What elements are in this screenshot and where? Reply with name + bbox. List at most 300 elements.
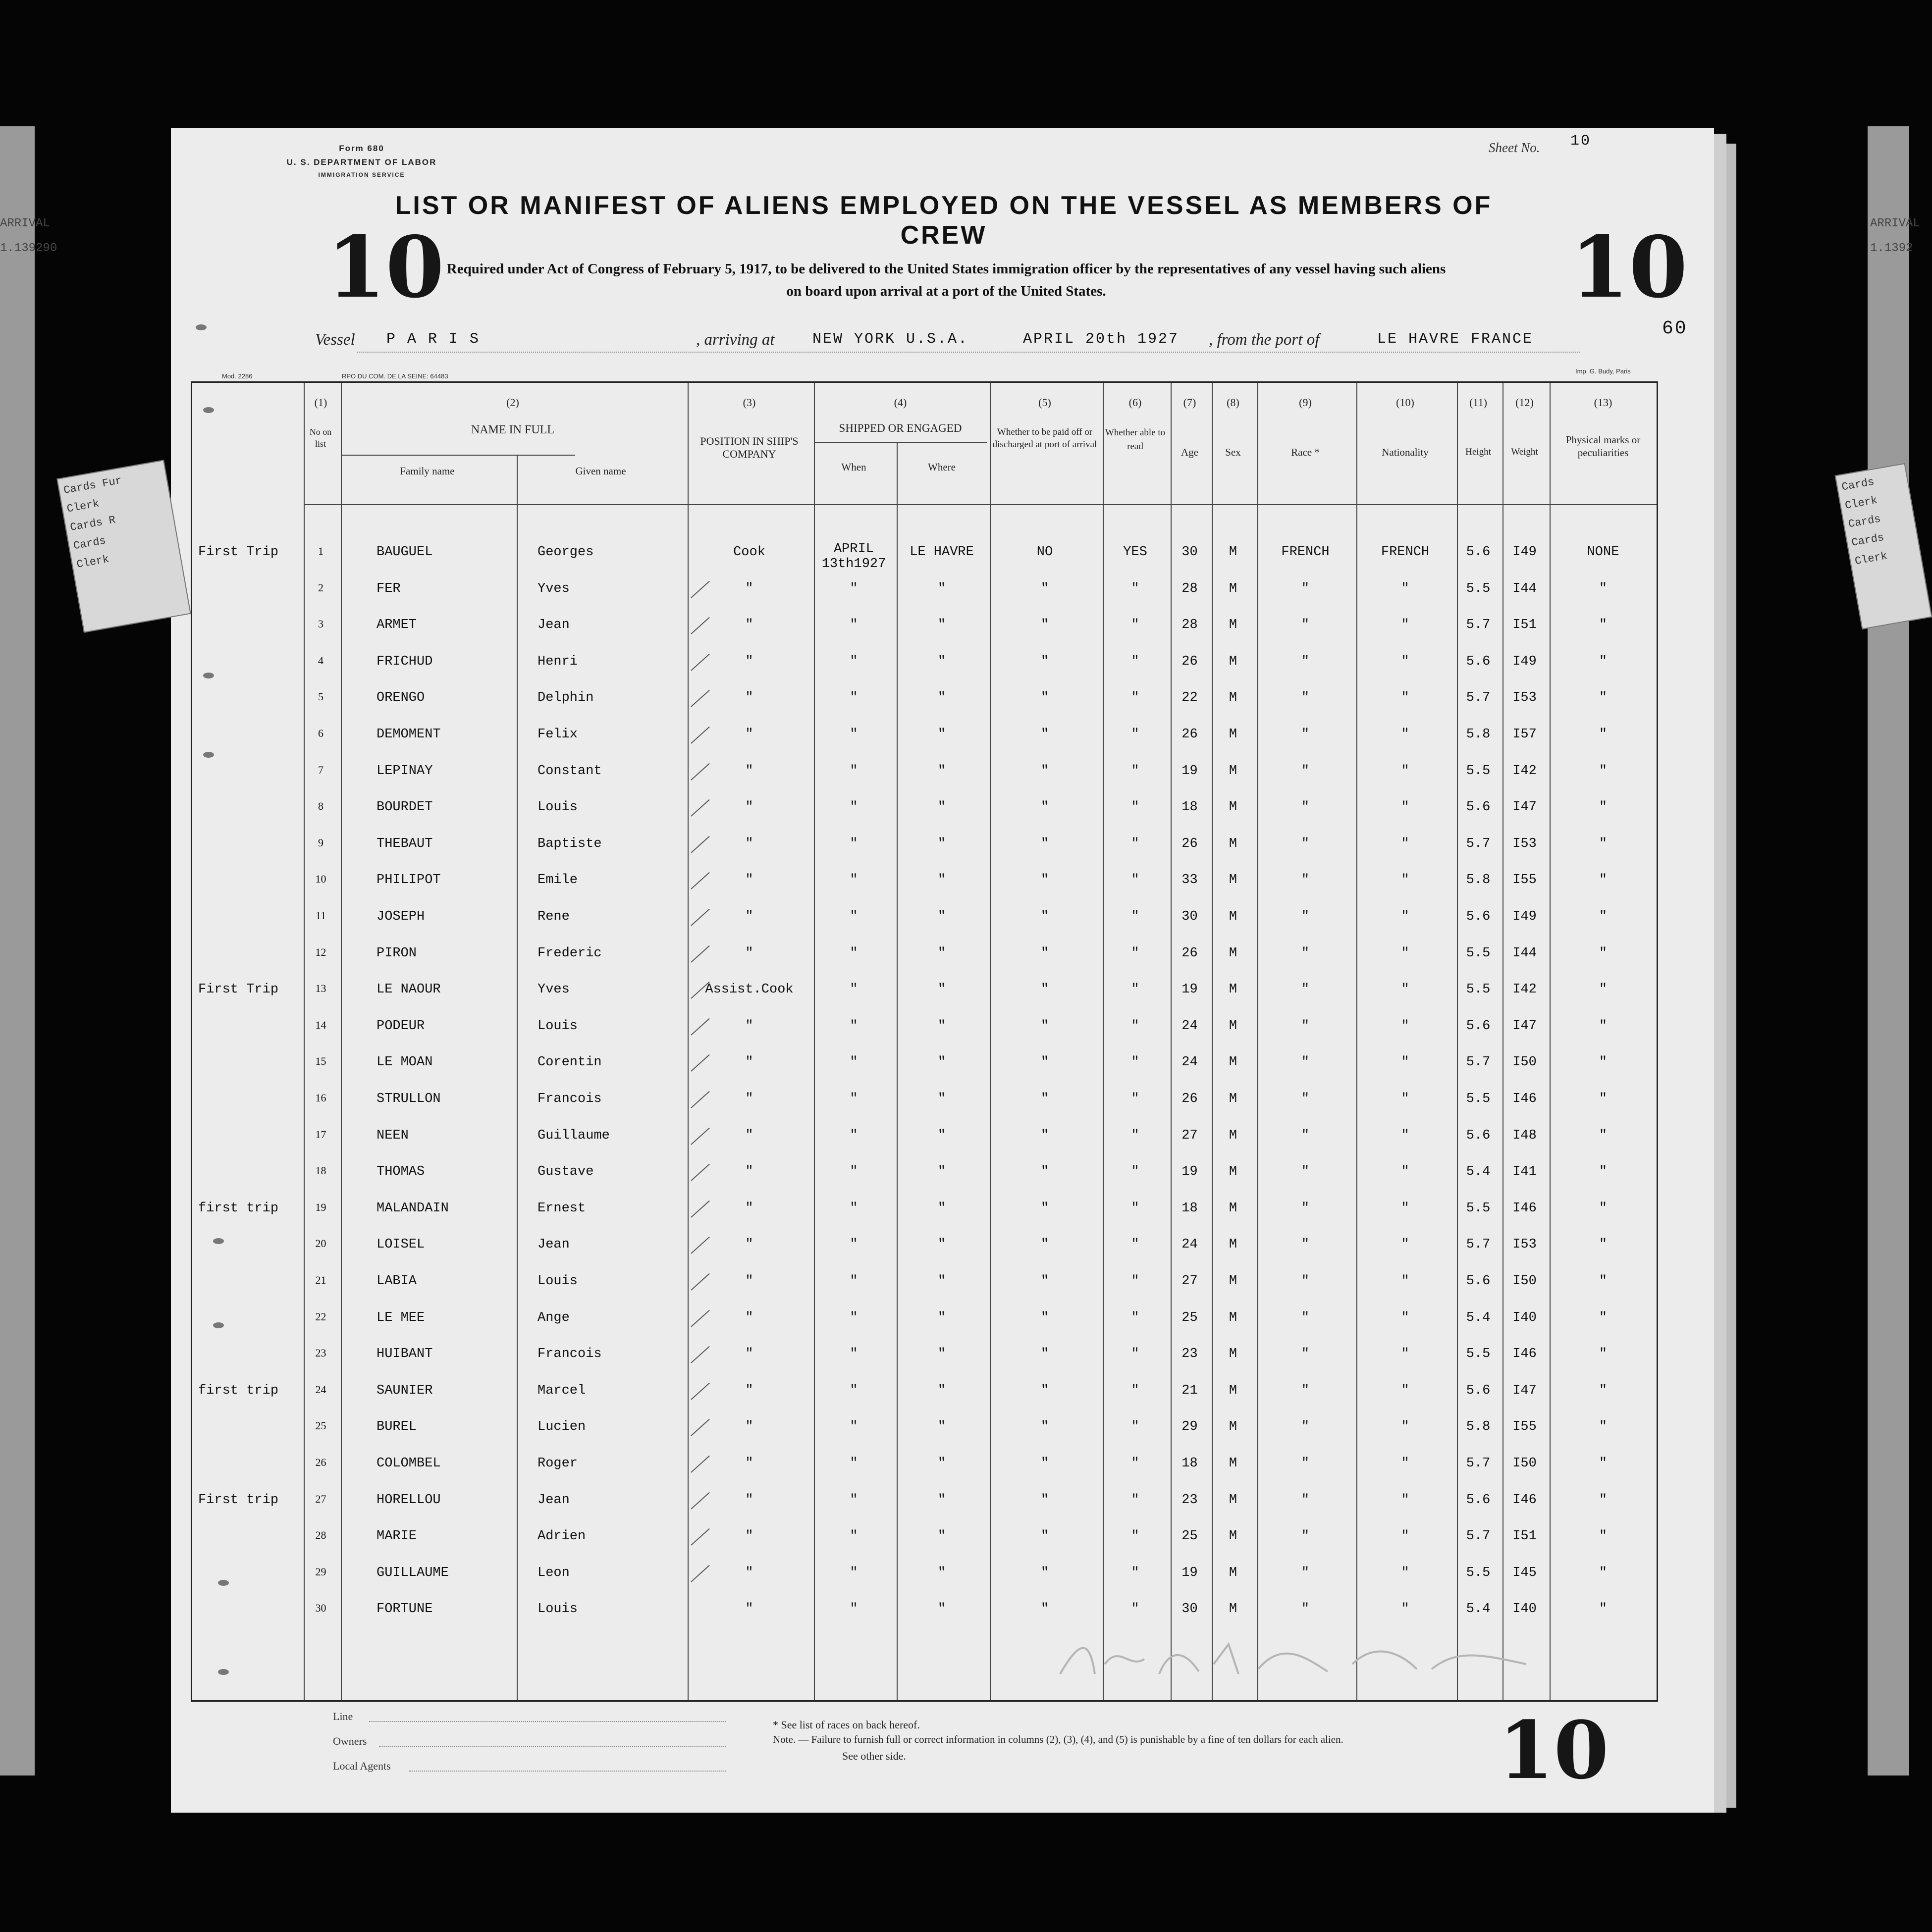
cell-race: " bbox=[1301, 945, 1310, 961]
cell-paid: " bbox=[1040, 945, 1049, 961]
cell-position: " bbox=[745, 1237, 753, 1253]
cell-race: " bbox=[1301, 1529, 1310, 1544]
cell-paid: " bbox=[1040, 982, 1049, 997]
position-header: POSITION IN SHIP'S COMPANY bbox=[700, 435, 799, 460]
cell-weight: I53 bbox=[1512, 1237, 1537, 1253]
cell-paid: " bbox=[1040, 1492, 1049, 1508]
cell-family: COLOMBEL bbox=[376, 1456, 441, 1471]
cell-when: " bbox=[850, 1492, 858, 1508]
cell-family: NEEN bbox=[376, 1128, 409, 1143]
cell-when: " bbox=[850, 1565, 858, 1580]
cell-age: 23 bbox=[1181, 1347, 1198, 1362]
cell-nationality: " bbox=[1401, 581, 1409, 596]
cell-paid: " bbox=[1040, 1383, 1049, 1398]
cell-nationality: " bbox=[1401, 618, 1409, 633]
cell-note: First Trip bbox=[198, 545, 279, 560]
arrival-port: NEW YORK U.S.A. bbox=[812, 331, 969, 348]
cell-no: 26 bbox=[315, 1456, 326, 1468]
column-number-3: (3) bbox=[743, 396, 756, 409]
cell-note: first trip bbox=[198, 1201, 279, 1216]
cell-height: 5.6 bbox=[1466, 1274, 1491, 1289]
cell-where: " bbox=[937, 1492, 946, 1508]
sheet-number: 10 bbox=[1570, 133, 1592, 150]
cell-nationality: " bbox=[1401, 763, 1409, 779]
cell-sex: M bbox=[1229, 873, 1237, 888]
cell-paid: " bbox=[1040, 690, 1049, 706]
cell-race: " bbox=[1301, 1018, 1310, 1034]
cell-weight: I42 bbox=[1512, 982, 1537, 997]
cell-position: " bbox=[745, 1456, 753, 1471]
cell-read: " bbox=[1131, 1128, 1139, 1143]
form-number: Form 680 bbox=[339, 144, 384, 153]
cell-family: THEBAUT bbox=[376, 836, 433, 851]
cell-no: 23 bbox=[315, 1347, 326, 1359]
cell-read: " bbox=[1131, 1347, 1139, 1362]
cell-no: 24 bbox=[315, 1383, 326, 1396]
cell-given: Louis bbox=[537, 800, 578, 815]
cell-marks: " bbox=[1599, 1383, 1608, 1398]
cell-position: Assist.Cook bbox=[705, 982, 794, 997]
cell-height: 5.5 bbox=[1466, 945, 1491, 961]
card-line: Cards bbox=[1850, 531, 1885, 549]
card-line: Clerk bbox=[75, 553, 110, 571]
cell-nationality: " bbox=[1401, 1347, 1409, 1362]
cell-nationality: " bbox=[1401, 836, 1409, 851]
column-number-7: (7) bbox=[1183, 396, 1196, 409]
cell-sex: M bbox=[1229, 800, 1237, 815]
cell-read: " bbox=[1131, 1419, 1139, 1435]
cell-given: Jean bbox=[537, 1237, 570, 1253]
cell-no: 9 bbox=[318, 836, 323, 849]
cell-when: " bbox=[850, 1529, 858, 1544]
cell-no: 6 bbox=[318, 727, 323, 739]
cell-age: 30 bbox=[1181, 1602, 1198, 1617]
cell-weight: I48 bbox=[1512, 1128, 1537, 1143]
column-number-13: (13) bbox=[1594, 396, 1612, 409]
cell-paid: " bbox=[1040, 1565, 1049, 1580]
cell-position: " bbox=[745, 1529, 753, 1544]
cell-paid: " bbox=[1040, 1602, 1049, 1617]
cell-given: Emile bbox=[537, 873, 578, 888]
cell-sex: M bbox=[1229, 690, 1237, 706]
cell-height: 5.6 bbox=[1466, 800, 1491, 815]
cell-height: 5.4 bbox=[1466, 1310, 1491, 1325]
cell-family: MARIE bbox=[376, 1529, 417, 1544]
cell-age: 19 bbox=[1181, 1164, 1198, 1180]
cell-no: 3 bbox=[318, 618, 323, 630]
sex-header: Sex bbox=[1225, 446, 1241, 458]
punch-hole bbox=[213, 1238, 224, 1244]
cell-family: PODEUR bbox=[376, 1018, 425, 1034]
column-number-9: (9) bbox=[1299, 396, 1312, 409]
cell-given: Gustave bbox=[537, 1164, 594, 1180]
cell-given: Georges bbox=[537, 545, 594, 560]
cell-height: 5.6 bbox=[1466, 1128, 1491, 1143]
cell-where: " bbox=[937, 836, 946, 851]
cell-position: " bbox=[745, 1164, 753, 1180]
cell-given: Corentin bbox=[537, 1055, 602, 1070]
cell-age: 23 bbox=[1181, 1492, 1198, 1508]
cell-marks: " bbox=[1599, 1164, 1608, 1180]
cell-position: " bbox=[745, 1347, 753, 1362]
cell-where: " bbox=[937, 1565, 946, 1580]
shipped-subheader-rule bbox=[814, 442, 987, 443]
cell-height: 5.4 bbox=[1466, 1602, 1491, 1617]
cell-when: " bbox=[850, 1383, 858, 1398]
cell-weight: I47 bbox=[1512, 1018, 1537, 1034]
cell-height: 5.5 bbox=[1466, 1565, 1491, 1580]
punch-hole bbox=[213, 1322, 224, 1328]
cell-marks: " bbox=[1599, 1055, 1608, 1070]
nationality-header: Nationality bbox=[1382, 446, 1429, 458]
right-arrival-number: 1.1392 bbox=[1870, 242, 1913, 255]
cell-weight: I46 bbox=[1512, 1092, 1537, 1106]
cell-read: " bbox=[1131, 1492, 1139, 1508]
cell-read: " bbox=[1131, 1092, 1139, 1106]
cell-race: " bbox=[1301, 1055, 1310, 1070]
required-line-2: on board upon arrival at a port of the United States. bbox=[786, 283, 1106, 299]
able-read-header: Whether able to read bbox=[1105, 427, 1166, 452]
cell-when: " bbox=[850, 873, 858, 888]
cell-paid: " bbox=[1040, 727, 1049, 742]
cell-family: HUIBANT bbox=[376, 1347, 433, 1362]
cell-race: " bbox=[1301, 581, 1310, 596]
corner-number: 60 bbox=[1662, 318, 1688, 339]
cell-when: " bbox=[850, 1274, 858, 1289]
cell-weight: I49 bbox=[1512, 545, 1537, 560]
cell-position: " bbox=[745, 945, 753, 961]
cell-no: 10 bbox=[315, 873, 326, 886]
cell-age: 18 bbox=[1181, 1201, 1198, 1216]
cell-where: " bbox=[937, 1055, 946, 1070]
cell-race: " bbox=[1301, 1128, 1310, 1143]
cell-position: " bbox=[745, 618, 753, 633]
cell-position: " bbox=[745, 654, 753, 669]
cell-given: Yves bbox=[537, 982, 570, 997]
cell-marks: " bbox=[1599, 1092, 1608, 1106]
cell-race: " bbox=[1301, 1565, 1310, 1580]
cell-given: Guillaume bbox=[537, 1128, 610, 1143]
cell-age: 22 bbox=[1181, 690, 1198, 706]
cell-height: 5.8 bbox=[1466, 727, 1491, 742]
column-number-8: (8) bbox=[1227, 396, 1239, 409]
cell-marks: " bbox=[1599, 945, 1608, 961]
column-rule bbox=[341, 383, 342, 1700]
cell-paid: " bbox=[1040, 1201, 1049, 1216]
vessel-label: Vessel bbox=[315, 331, 355, 349]
cell-sex: M bbox=[1229, 581, 1237, 596]
card-line: Cards R bbox=[69, 514, 117, 534]
cell-nationality: " bbox=[1401, 1164, 1409, 1180]
cell-race: " bbox=[1301, 873, 1310, 888]
column-number-5: (5) bbox=[1038, 396, 1051, 409]
cell-nationality: " bbox=[1401, 1237, 1409, 1253]
card-line: Clerk bbox=[1854, 550, 1888, 568]
cell-age: 24 bbox=[1181, 1018, 1198, 1034]
cell-given: Roger bbox=[537, 1456, 578, 1471]
cell-race: " bbox=[1301, 1419, 1310, 1435]
cell-race: " bbox=[1301, 1492, 1310, 1508]
cell-read: " bbox=[1131, 873, 1139, 888]
cell-height: 5.6 bbox=[1466, 1018, 1491, 1034]
cell-given: Leon bbox=[537, 1565, 570, 1580]
cell-given: Rene bbox=[537, 909, 570, 924]
cell-nationality: " bbox=[1401, 1310, 1409, 1325]
cell-weight: I50 bbox=[1512, 1274, 1537, 1289]
cell-weight: I47 bbox=[1512, 800, 1537, 815]
no-on-list-header: No on list bbox=[309, 427, 332, 449]
cell-height: 5.7 bbox=[1466, 836, 1491, 851]
name-in-full-header: NAME IN FULL bbox=[471, 423, 554, 436]
cell-sex: M bbox=[1229, 1164, 1237, 1180]
cell-position: " bbox=[745, 727, 753, 742]
cell-no: 20 bbox=[315, 1237, 326, 1250]
vessel-name: P A R I S bbox=[386, 331, 481, 348]
cell-position: Cook bbox=[733, 545, 765, 560]
cell-nationality: " bbox=[1401, 873, 1409, 888]
cell-marks: " bbox=[1599, 1347, 1608, 1362]
cell-height: 5.6 bbox=[1466, 1492, 1491, 1508]
cell-given: Baptiste bbox=[537, 836, 602, 851]
cell-height: 5.8 bbox=[1466, 873, 1491, 888]
line-label: Line bbox=[333, 1710, 353, 1723]
right-side-card bbox=[1835, 463, 1932, 629]
cell-where: " bbox=[937, 1419, 946, 1435]
cell-paid: " bbox=[1040, 654, 1049, 669]
card-line: Cards bbox=[1847, 513, 1882, 531]
cell-age: 24 bbox=[1181, 1055, 1198, 1070]
race-header: Race * bbox=[1291, 446, 1320, 458]
cell-when: " bbox=[850, 1164, 858, 1180]
cell-read: " bbox=[1131, 763, 1139, 779]
cell-age: 19 bbox=[1181, 982, 1198, 997]
cell-sex: M bbox=[1229, 1092, 1237, 1106]
cell-no: 19 bbox=[315, 1201, 326, 1213]
footer-stamp-number: 10 bbox=[1499, 1704, 1609, 1797]
cell-given: Louis bbox=[537, 1274, 578, 1289]
cell-paid: " bbox=[1040, 1310, 1049, 1325]
cell-sex: M bbox=[1229, 1602, 1237, 1617]
cell-family: BOURDET bbox=[376, 800, 433, 815]
cell-paid: NO bbox=[1036, 545, 1053, 560]
cell-paid: " bbox=[1040, 581, 1049, 596]
given-name-header: Given name bbox=[575, 465, 626, 477]
cell-read: " bbox=[1131, 1383, 1139, 1398]
left-arrival-label: ARRIVAL bbox=[0, 217, 50, 230]
cell-family: GUILLAUME bbox=[376, 1565, 449, 1580]
cell-read: " bbox=[1131, 1602, 1139, 1617]
cell-where: " bbox=[937, 1310, 946, 1325]
cell-marks: " bbox=[1599, 909, 1608, 924]
cell-no: 1 bbox=[318, 545, 323, 557]
cell-weight: I51 bbox=[1512, 1529, 1537, 1544]
cell-race: " bbox=[1301, 1383, 1310, 1398]
cell-no: 14 bbox=[315, 1018, 326, 1031]
cell-given: Francois bbox=[537, 1092, 602, 1106]
cell-paid: " bbox=[1040, 1419, 1049, 1435]
cell-position: " bbox=[745, 873, 753, 888]
cell-sex: M bbox=[1229, 1492, 1237, 1508]
cell-race: " bbox=[1301, 1456, 1310, 1471]
column-number-6: (6) bbox=[1128, 396, 1142, 409]
cell-paid: " bbox=[1040, 1237, 1049, 1253]
cell-when: " bbox=[850, 982, 858, 997]
cell-family: LOISEL bbox=[376, 1237, 425, 1253]
cell-position: " bbox=[745, 836, 753, 851]
cell-when: " bbox=[850, 1456, 858, 1471]
cell-when: " bbox=[850, 618, 858, 633]
cell-nationality: " bbox=[1401, 1419, 1409, 1435]
cell-no: 13 bbox=[315, 982, 326, 995]
cell-family: STRULLON bbox=[376, 1092, 441, 1106]
cell-marks: NONE bbox=[1587, 545, 1619, 560]
cell-position: " bbox=[745, 690, 753, 706]
cell-where: " bbox=[937, 690, 946, 706]
vessel-underline bbox=[357, 352, 1580, 353]
cell-weight: I41 bbox=[1512, 1164, 1537, 1180]
cell-paid: " bbox=[1040, 618, 1049, 633]
cell-nationality: " bbox=[1401, 1274, 1409, 1289]
card-line: Cards bbox=[1840, 475, 1876, 494]
column-number-1: (1) bbox=[314, 396, 327, 409]
height-header: Height bbox=[1465, 447, 1491, 457]
cell-where: " bbox=[937, 1164, 946, 1180]
cell-family: JOSEPH bbox=[376, 909, 425, 924]
cell-nationality: " bbox=[1401, 690, 1409, 706]
cell-age: 26 bbox=[1181, 945, 1198, 961]
from-label: , from the port of bbox=[1209, 331, 1320, 349]
cell-weight: I50 bbox=[1512, 1055, 1537, 1070]
cell-position: " bbox=[745, 1055, 753, 1070]
family-name-header: Family name bbox=[400, 465, 455, 477]
cell-weight: I49 bbox=[1512, 654, 1537, 669]
cell-age: 27 bbox=[1181, 1274, 1198, 1289]
cell-when: APRIL 13th1927 bbox=[821, 542, 886, 572]
cell-sex: M bbox=[1229, 1055, 1237, 1070]
cell-when: " bbox=[850, 1201, 858, 1216]
cell-height: 5.5 bbox=[1466, 982, 1491, 997]
cell-weight: I50 bbox=[1512, 1456, 1537, 1471]
card-line: Clerk bbox=[66, 497, 101, 516]
left-arrival-number: 1.139290 bbox=[0, 242, 57, 255]
cell-weight: I55 bbox=[1512, 1419, 1537, 1435]
cell-race: " bbox=[1301, 909, 1310, 924]
cell-height: 5.7 bbox=[1466, 1237, 1491, 1253]
cell-where: " bbox=[937, 581, 946, 596]
page-edge bbox=[1714, 134, 1726, 1813]
cell-sex: M bbox=[1229, 1347, 1237, 1362]
column-number-4: (4) bbox=[894, 396, 907, 409]
cell-marks: " bbox=[1599, 581, 1608, 596]
cell-given: Yves bbox=[537, 581, 570, 596]
cell-nationality: " bbox=[1401, 1456, 1409, 1471]
cell-when: " bbox=[850, 727, 858, 742]
cell-read: " bbox=[1131, 618, 1139, 633]
cell-paid: " bbox=[1040, 873, 1049, 888]
physical-marks-header: Physical marks or peculiarities bbox=[1565, 434, 1641, 459]
stamp-number-right: 10 bbox=[1570, 218, 1688, 317]
where-header: Where bbox=[928, 461, 956, 473]
cell-nationality: " bbox=[1401, 1128, 1409, 1143]
cell-read: " bbox=[1131, 1274, 1139, 1289]
cell-where: " bbox=[937, 618, 946, 633]
cell-nationality: " bbox=[1401, 909, 1409, 924]
cell-position: " bbox=[745, 1092, 753, 1106]
cell-marks: " bbox=[1599, 1602, 1608, 1617]
cell-marks: " bbox=[1599, 1128, 1608, 1143]
cell-nationality: " bbox=[1401, 1492, 1409, 1508]
cell-nationality: " bbox=[1401, 945, 1409, 961]
cell-when: " bbox=[850, 1347, 858, 1362]
cell-marks: " bbox=[1599, 836, 1608, 851]
cell-weight: I57 bbox=[1512, 727, 1537, 742]
cell-when: " bbox=[850, 1237, 858, 1253]
right-arrival-label: ARRIVAL bbox=[1870, 217, 1920, 230]
cell-age: 33 bbox=[1181, 873, 1198, 888]
cell-height: 5.5 bbox=[1466, 1201, 1491, 1216]
cell-sex: M bbox=[1229, 1274, 1237, 1289]
left-adjacent-page bbox=[0, 126, 35, 1775]
cell-marks: " bbox=[1599, 690, 1608, 706]
cell-when: " bbox=[850, 1092, 858, 1106]
cell-nationality: " bbox=[1401, 1602, 1409, 1617]
weight-header: Weight bbox=[1511, 447, 1538, 457]
cell-no: 28 bbox=[315, 1529, 326, 1542]
cell-marks: " bbox=[1599, 1201, 1608, 1216]
cell-race: " bbox=[1301, 982, 1310, 997]
cell-family: FRICHUD bbox=[376, 654, 433, 669]
punch-hole bbox=[203, 407, 214, 413]
cell-sex: M bbox=[1229, 1201, 1237, 1216]
cell-paid: " bbox=[1040, 800, 1049, 815]
cell-given: Ange bbox=[537, 1310, 570, 1325]
cell-position: " bbox=[745, 581, 753, 596]
cell-marks: " bbox=[1599, 763, 1608, 779]
cell-where: " bbox=[937, 1201, 946, 1216]
cell-age: 28 bbox=[1181, 618, 1198, 633]
cell-read: " bbox=[1131, 1529, 1139, 1544]
stamp-number-left: 10 bbox=[327, 218, 444, 317]
cell-age: 30 bbox=[1181, 545, 1198, 560]
cell-height: 5.7 bbox=[1466, 690, 1491, 706]
cell-age: 30 bbox=[1181, 909, 1198, 924]
cell-height: 5.5 bbox=[1466, 1347, 1491, 1362]
cell-weight: I55 bbox=[1512, 873, 1537, 888]
cell-sex: M bbox=[1229, 836, 1237, 851]
cell-paid: " bbox=[1040, 1128, 1049, 1143]
punch-hole bbox=[203, 752, 214, 758]
cell-family: BUREL bbox=[376, 1419, 417, 1435]
races-note: * See list of races on back hereof. bbox=[773, 1719, 920, 1731]
cell-sex: M bbox=[1229, 1128, 1237, 1143]
cell-sex: M bbox=[1229, 1310, 1237, 1325]
cell-paid: " bbox=[1040, 1529, 1049, 1544]
column-number-11: (11) bbox=[1469, 396, 1487, 409]
cell-given: Louis bbox=[537, 1018, 578, 1034]
cell-given: Felix bbox=[537, 727, 578, 742]
cell-when: " bbox=[850, 581, 858, 596]
cell-family: ORENGO bbox=[376, 690, 425, 706]
cell-sex: M bbox=[1229, 1529, 1237, 1544]
cell-marks: " bbox=[1599, 1492, 1608, 1508]
cell-given: Ernest bbox=[537, 1201, 586, 1216]
cell-where: " bbox=[937, 800, 946, 815]
cell-when: " bbox=[850, 763, 858, 779]
cell-read: " bbox=[1131, 1201, 1139, 1216]
cell-no: 7 bbox=[318, 763, 323, 776]
local-agents-label: Local Agents bbox=[333, 1760, 391, 1772]
cell-position: " bbox=[745, 800, 753, 815]
